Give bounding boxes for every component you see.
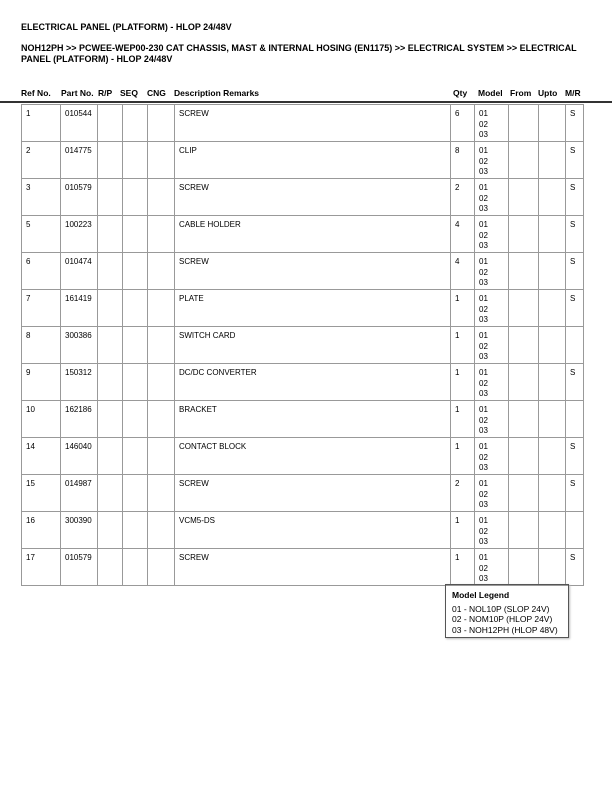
upto-cell: [539, 216, 566, 253]
from-cell: [509, 401, 539, 438]
from-cell: [509, 142, 539, 179]
qty-cell: 1: [451, 401, 475, 438]
header-divider: [0, 101, 612, 103]
model-cell: [475, 105, 509, 142]
ref-cell: 8: [22, 327, 61, 364]
upto-cell: [539, 253, 566, 290]
qty-cell: 8: [451, 142, 475, 179]
upto-cell: [539, 512, 566, 549]
description-cell: SCREW: [175, 179, 451, 216]
model-legend: [445, 584, 569, 638]
table-row: [22, 216, 584, 253]
model-code: 03: [479, 352, 488, 361]
part-no-cell: 162186: [61, 401, 98, 438]
seq-cell: [123, 216, 148, 253]
model-code: 02: [479, 526, 488, 536]
description-cell: SCREW: [175, 475, 451, 512]
model-code: 03: [479, 130, 488, 139]
table-row: [22, 290, 584, 327]
table-row: [22, 401, 584, 438]
mr-cell: [566, 401, 584, 438]
model-code: 02: [479, 156, 488, 166]
part-no-cell: 150312: [61, 364, 98, 401]
table-row: [22, 327, 584, 364]
upto-cell: [539, 142, 566, 179]
column-header: Description Remarks: [174, 88, 260, 98]
part-no-cell: 014775: [61, 142, 98, 179]
qty-cell: 1: [451, 549, 475, 586]
model-code: 02: [479, 489, 488, 499]
mr-cell: S: [566, 438, 584, 475]
mr-cell: S: [566, 105, 584, 142]
rp-cell: [98, 364, 123, 401]
legend-item: 03 - NOH12PH (HLOP 48V): [452, 624, 558, 635]
table-row: [22, 105, 584, 142]
from-cell: [509, 290, 539, 327]
model-code: 01: [479, 257, 488, 266]
from-cell: [509, 327, 539, 364]
cng-cell: [148, 401, 175, 438]
legend-item: 01 - NOL10P (SLOP 24V): [452, 603, 550, 614]
mr-cell: [566, 327, 584, 364]
model-code: 03: [479, 463, 488, 472]
upto-cell: [539, 475, 566, 512]
model-code: 01: [479, 553, 488, 562]
rp-cell: [98, 290, 123, 327]
cng-cell: [148, 512, 175, 549]
model-code: 02: [479, 378, 488, 388]
model-code: 01: [479, 220, 488, 229]
seq-cell: [123, 512, 148, 549]
model-code: 03: [479, 315, 488, 324]
description-cell: SCREW: [175, 549, 451, 586]
part-no-cell: 100223: [61, 216, 98, 253]
from-cell: [509, 253, 539, 290]
qty-cell: 1: [451, 327, 475, 364]
mr-cell: S: [566, 179, 584, 216]
table-row: [22, 364, 584, 401]
description-cell: VCM5-DS: [175, 512, 451, 549]
qty-cell: 6: [451, 105, 475, 142]
rp-cell: [98, 179, 123, 216]
ref-cell: 2: [22, 142, 61, 179]
mr-cell: [566, 512, 584, 549]
from-cell: [509, 512, 539, 549]
model-cell: [475, 253, 509, 290]
model-code: 02: [479, 304, 488, 314]
model-cell: [475, 290, 509, 327]
seq-cell: [123, 401, 148, 438]
model-code: 03: [479, 167, 488, 176]
rp-cell: [98, 216, 123, 253]
qty-cell: 1: [451, 290, 475, 327]
column-header: Part No.: [61, 88, 94, 98]
model-code: 03: [479, 389, 488, 398]
part-no-cell: 010579: [61, 549, 98, 586]
from-cell: [509, 549, 539, 586]
model-code: 01: [479, 331, 488, 340]
from-cell: [509, 438, 539, 475]
seq-cell: [123, 327, 148, 364]
model-code: 03: [479, 204, 488, 213]
rp-cell: [98, 475, 123, 512]
column-header: From: [510, 88, 532, 98]
cng-cell: [148, 216, 175, 253]
page-title: ELECTRICAL PANEL (PLATFORM) - HLOP 24/48V: [21, 22, 232, 32]
model-cell: [475, 475, 509, 512]
model-code: 03: [479, 278, 488, 287]
model-code: 03: [479, 537, 488, 546]
model-cell: [475, 438, 509, 475]
upto-cell: [539, 179, 566, 216]
mr-cell: S: [566, 253, 584, 290]
model-code: 03: [479, 500, 488, 509]
ref-cell: 5: [22, 216, 61, 253]
seq-cell: [123, 179, 148, 216]
cng-cell: [148, 475, 175, 512]
from-cell: [509, 216, 539, 253]
column-header: Upto: [538, 88, 558, 98]
mr-cell: S: [566, 364, 584, 401]
description-cell: SCREW: [175, 105, 451, 142]
ref-cell: 10: [22, 401, 61, 438]
qty-cell: 2: [451, 179, 475, 216]
column-header: Qty: [453, 88, 468, 98]
model-code: 02: [479, 341, 488, 351]
ref-cell: 14: [22, 438, 61, 475]
description-cell: BRACKET: [175, 401, 451, 438]
mr-cell: S: [566, 290, 584, 327]
seq-cell: [123, 142, 148, 179]
ref-cell: 1: [22, 105, 61, 142]
seq-cell: [123, 438, 148, 475]
rp-cell: [98, 253, 123, 290]
rp-cell: [98, 401, 123, 438]
part-no-cell: 146040: [61, 438, 98, 475]
column-header: R/P: [98, 88, 113, 98]
qty-cell: 2: [451, 475, 475, 512]
seq-cell: [123, 475, 148, 512]
mr-cell: S: [566, 216, 584, 253]
model-code: 02: [479, 230, 488, 240]
seq-cell: [123, 253, 148, 290]
model-code: 03: [479, 426, 488, 435]
from-cell: [509, 364, 539, 401]
description-cell: CABLE HOLDER: [175, 216, 451, 253]
column-header: M/R: [565, 88, 581, 98]
table-row: [22, 475, 584, 512]
cng-cell: [148, 290, 175, 327]
model-code: 02: [479, 563, 488, 573]
cng-cell: [148, 549, 175, 586]
model-code: 03: [479, 241, 488, 250]
model-code: 01: [479, 405, 488, 414]
part-no-cell: 300386: [61, 327, 98, 364]
rp-cell: [98, 327, 123, 364]
table-row: [22, 179, 584, 216]
model-code: 01: [479, 109, 488, 118]
ref-cell: 3: [22, 179, 61, 216]
cng-cell: [148, 105, 175, 142]
model-code: 01: [479, 516, 488, 525]
cng-cell: [148, 364, 175, 401]
qty-cell: 1: [451, 438, 475, 475]
model-code: 02: [479, 452, 488, 462]
description-cell: PLATE: [175, 290, 451, 327]
model-cell: [475, 216, 509, 253]
table-row: [22, 512, 584, 549]
upto-cell: [539, 327, 566, 364]
seq-cell: [123, 105, 148, 142]
from-cell: [509, 179, 539, 216]
model-code: 02: [479, 415, 488, 425]
qty-cell: 4: [451, 253, 475, 290]
model-code: 01: [479, 442, 488, 451]
model-code: 02: [479, 267, 488, 277]
cng-cell: [148, 142, 175, 179]
model-cell: [475, 142, 509, 179]
upto-cell: [539, 549, 566, 586]
ref-cell: 7: [22, 290, 61, 327]
ref-cell: 16: [22, 512, 61, 549]
qty-cell: 1: [451, 364, 475, 401]
column-header: CNG: [147, 88, 166, 98]
seq-cell: [123, 364, 148, 401]
upto-cell: [539, 438, 566, 475]
ref-cell: 6: [22, 253, 61, 290]
table-row: [22, 253, 584, 290]
ref-cell: 17: [22, 549, 61, 586]
cng-cell: [148, 438, 175, 475]
breadcrumb: NOH12PH >> PCWEE-WEP00-230 CAT CHASSIS, MAST & INTERNAL HOSING (EN1175) >> ELECTRICAL SYSTEM >> ELECTRICAL PANEL (PLATFORM) - HLOP 24/48V: [21, 43, 577, 64]
qty-cell: 4: [451, 216, 475, 253]
table-row: [22, 438, 584, 475]
model-code: 01: [479, 183, 488, 192]
part-no-cell: 010474: [61, 253, 98, 290]
upto-cell: [539, 105, 566, 142]
column-header: SEQ: [120, 88, 138, 98]
column-header: Ref No.: [21, 88, 51, 98]
model-code: 02: [479, 193, 488, 203]
mr-cell: S: [566, 142, 584, 179]
model-cell: [475, 364, 509, 401]
rp-cell: [98, 105, 123, 142]
upto-cell: [539, 290, 566, 327]
legend-title: Model Legend: [452, 590, 510, 600]
model-code: 02: [479, 119, 488, 129]
rp-cell: [98, 142, 123, 179]
seq-cell: [123, 549, 148, 586]
rp-cell: [98, 512, 123, 549]
table-row: [22, 549, 584, 586]
cng-cell: [148, 253, 175, 290]
model-cell: [475, 401, 509, 438]
ref-cell: 9: [22, 364, 61, 401]
column-header: Model: [478, 88, 503, 98]
model-cell: [475, 327, 509, 364]
part-no-cell: 014987: [61, 475, 98, 512]
part-no-cell: 010579: [61, 179, 98, 216]
ref-cell: 15: [22, 475, 61, 512]
part-no-cell: 010544: [61, 105, 98, 142]
from-cell: [509, 475, 539, 512]
model-code: 03: [479, 574, 488, 583]
qty-cell: 1: [451, 512, 475, 549]
parts-table: [21, 104, 584, 586]
mr-cell: S: [566, 475, 584, 512]
model-code: 01: [479, 368, 488, 377]
model-cell: [475, 549, 509, 586]
upto-cell: [539, 401, 566, 438]
cng-cell: [148, 327, 175, 364]
model-code: 01: [479, 294, 488, 303]
description-cell: CLIP: [175, 142, 451, 179]
model-code: 01: [479, 479, 488, 488]
model-cell: [475, 512, 509, 549]
description-cell: CONTACT BLOCK: [175, 438, 451, 475]
from-cell: [509, 105, 539, 142]
rp-cell: [98, 438, 123, 475]
description-cell: SCREW: [175, 253, 451, 290]
seq-cell: [123, 290, 148, 327]
model-cell: [475, 179, 509, 216]
description-cell: DC/DC CONVERTER: [175, 364, 451, 401]
legend-item: 02 - NOM10P (HLOP 24V): [452, 614, 553, 624]
model-code: 01: [479, 146, 488, 155]
description-cell: SWITCH CARD: [175, 327, 451, 364]
mr-cell: S: [566, 549, 584, 586]
table-row: [22, 142, 584, 179]
upto-cell: [539, 364, 566, 401]
rp-cell: [98, 549, 123, 586]
part-no-cell: 300390: [61, 512, 98, 549]
part-no-cell: 161419: [61, 290, 98, 327]
cng-cell: [148, 179, 175, 216]
